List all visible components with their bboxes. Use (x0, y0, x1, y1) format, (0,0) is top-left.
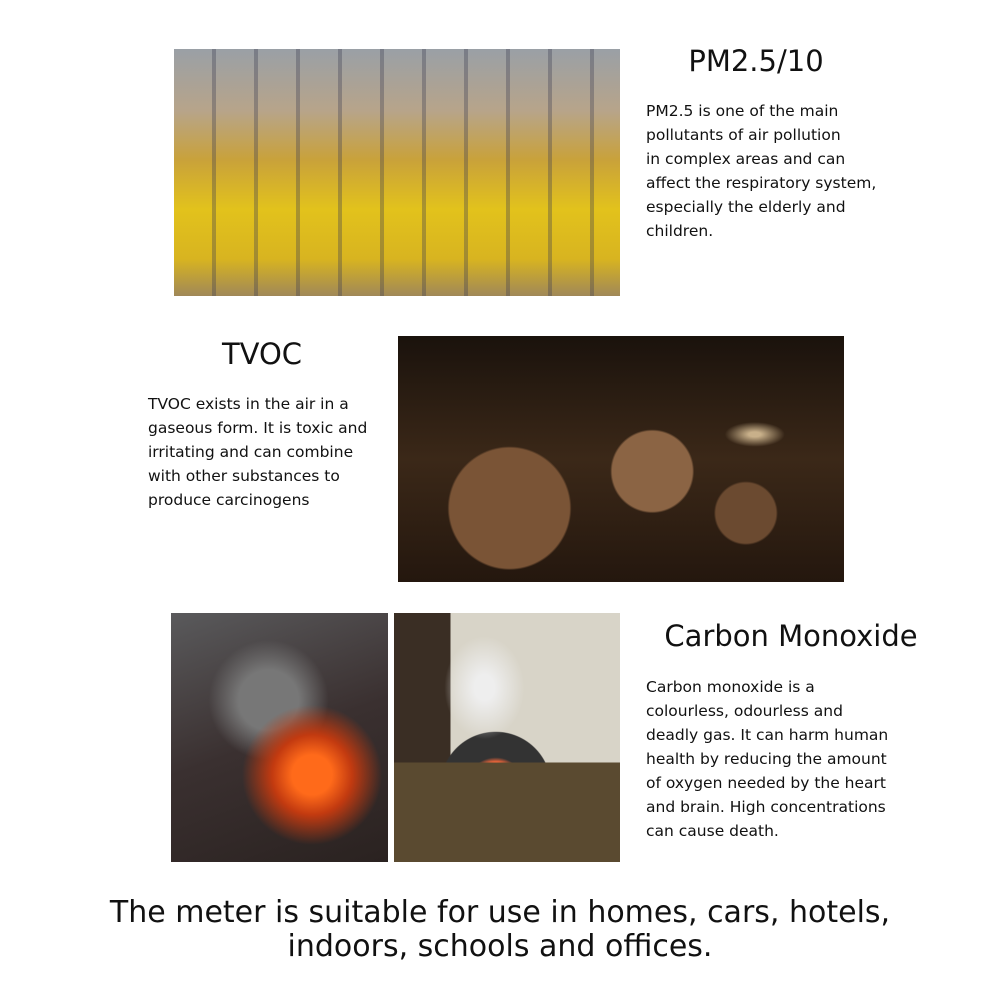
text-line: of oxygen needed by the heart (646, 774, 886, 792)
text-line: health by reducing the amount (646, 750, 887, 768)
pm-description (646, 99, 876, 243)
pm-title: PM2.5/10 (688, 44, 824, 78)
warehouse-photo (174, 49, 620, 296)
text-line: produce carcinogens (148, 491, 310, 509)
text-line: irritating and can combine (148, 443, 354, 461)
text-line: in complex areas and can (646, 150, 846, 168)
tvoc-description (148, 392, 367, 512)
footer-line: The meter is suitable for use in homes, cars, hotels, (109, 895, 891, 930)
footer-line: indoors, schools and offices. (287, 929, 713, 964)
text-line: TVOC exists in the air in a (148, 395, 349, 413)
text-line: pollutants of air pollution (646, 126, 841, 144)
co-description (646, 675, 888, 843)
text-line: Carbon monoxide is a (646, 678, 815, 696)
text-line: colourless, odourless and (646, 702, 843, 720)
text-line: deadly gas. It can harm human (646, 726, 889, 744)
text-line: with other substances to (148, 467, 340, 485)
text-line: children. (646, 222, 714, 240)
text-line: affect the respiratory system, (646, 174, 877, 192)
charcoal-fire-photo (171, 613, 388, 862)
text-line: can cause death. (646, 822, 779, 840)
usage-footer (0, 896, 1000, 964)
text-line: and brain. High concentrations (646, 798, 886, 816)
text-line: PM2.5 is one of the main (646, 102, 839, 120)
co-title: Carbon Monoxide (664, 619, 918, 653)
text-line: gaseous form. It is toxic and (148, 419, 368, 437)
text-line: especially the elderly and (646, 198, 846, 216)
kerosene-heater-photo (394, 613, 620, 862)
barrel-cellar-photo (398, 336, 844, 582)
tvoc-title: TVOC (221, 337, 303, 371)
